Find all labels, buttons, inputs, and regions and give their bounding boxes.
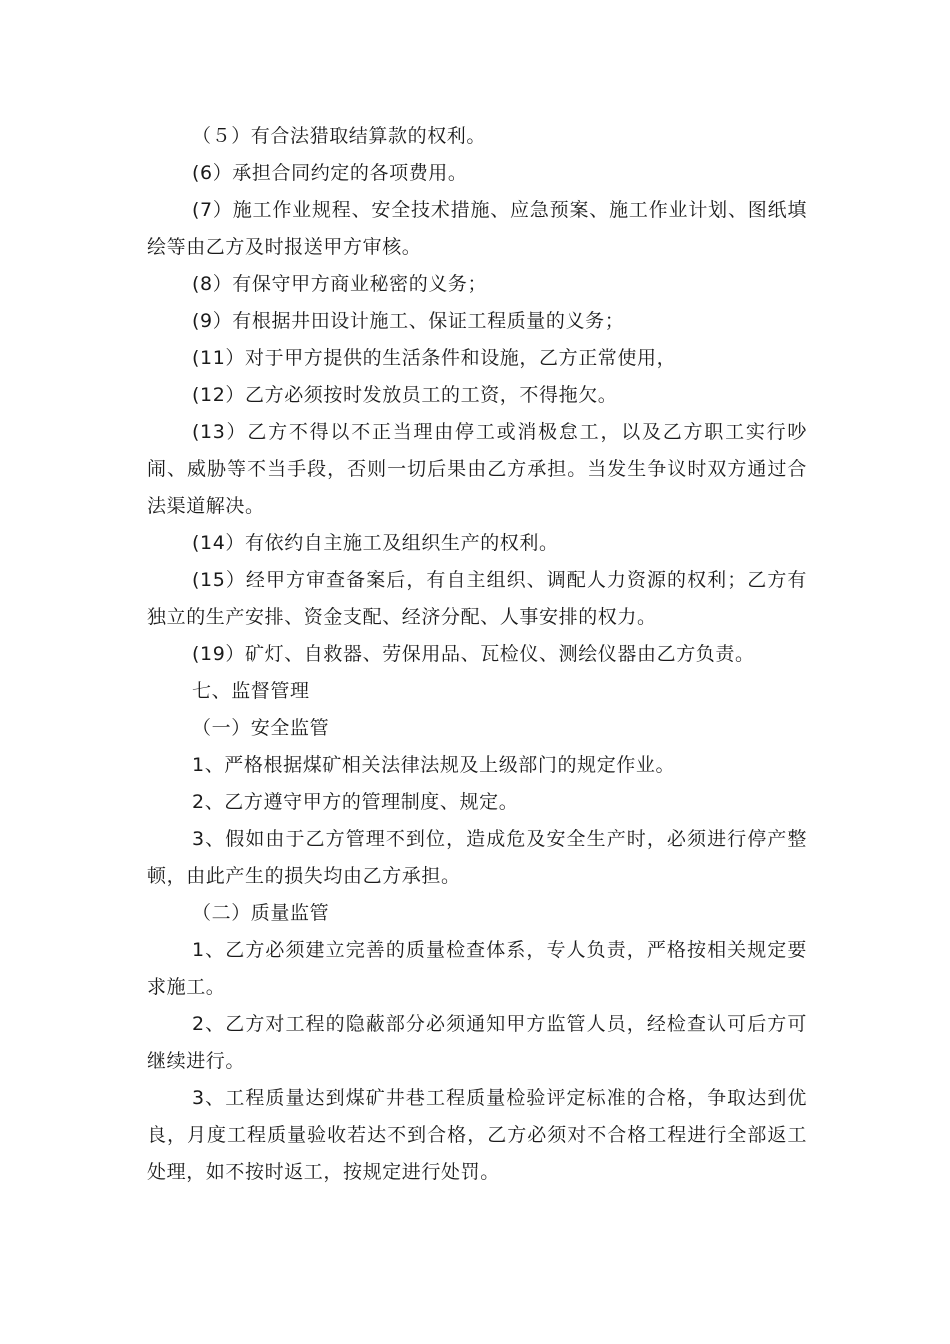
- quality-item-2: 2、乙方对工程的隐蔽部分必须通知甲方监管人员，经检查认可后方可继续进行。: [147, 1013, 807, 1072]
- clause-11: (11）对于甲方提供的生活条件和设施，乙方正常使用，: [192, 347, 677, 369]
- clause-7: (7）施工作业规程、安全技术措施、应急预案、施工作业计划、图纸填绘等由乙方及时报送甲方审核。: [147, 199, 807, 258]
- clause-12: (12）乙方必须按时发放员工的工资，不得拖欠。: [192, 384, 618, 406]
- section-heading-supervision: 七、监督管理: [192, 680, 310, 702]
- quality-item-1: 1、乙方必须建立完善的质量检查体系，专人负责，严格按相关规定要求施工。: [147, 939, 807, 998]
- safety-item-1: 1、严格根据煤矿相关法律法规及上级部门的规定作业。: [192, 754, 676, 776]
- quality-item-3: 3、工程质量达到煤矿井巷工程质量检验评定标准的合格，争取达到优良，月度工程质量验收若达不到合格，乙方必须对不合格工程进行全部返工处理，如不按时返工，按规定进行处罚。: [147, 1087, 807, 1183]
- clause-9: (9）有根据井田设计施工、保证工程质量的义务；: [192, 310, 625, 332]
- document-body: [147, 118, 807, 1191]
- clause-19: (19）矿灯、自救器、劳保用品、瓦检仪、测绘仪器由乙方负责。: [192, 643, 755, 665]
- safety-item-2: 2、乙方遵守甲方的管理制度、规定。: [192, 791, 519, 813]
- clause-14: (14）有依约自主施工及组织生产的权利。: [192, 532, 559, 554]
- subsection-heading-safety: （一）安全监管: [192, 717, 330, 739]
- clause-13: (13）乙方不得以不正当理由停工或消极怠工，以及乙方职工实行吵闹、威胁等不当手段，否则一切后果由乙方承担。当发生争议时双方通过合法渠道解决。: [147, 421, 807, 517]
- subsection-heading-quality: （二）质量监管: [192, 902, 330, 924]
- safety-item-3: 3、假如由于乙方管理不到位，造成危及安全生产时，必须进行停产整顿，由此产生的损失均由乙方承担。: [147, 828, 807, 887]
- clause-8: (8）有保守甲方商业秘密的义务；: [192, 273, 488, 295]
- clause-15: (15）经甲方审查备案后，有自主组织、调配人力资源的权利；乙方有独立的生产安排、资金支配、经济分配、人事安排的权力。: [147, 569, 807, 628]
- clause-5: （５）有合法猎取结算款的权利。: [192, 125, 487, 147]
- clause-6: (6）承担合同约定的各项费用。: [192, 162, 468, 184]
